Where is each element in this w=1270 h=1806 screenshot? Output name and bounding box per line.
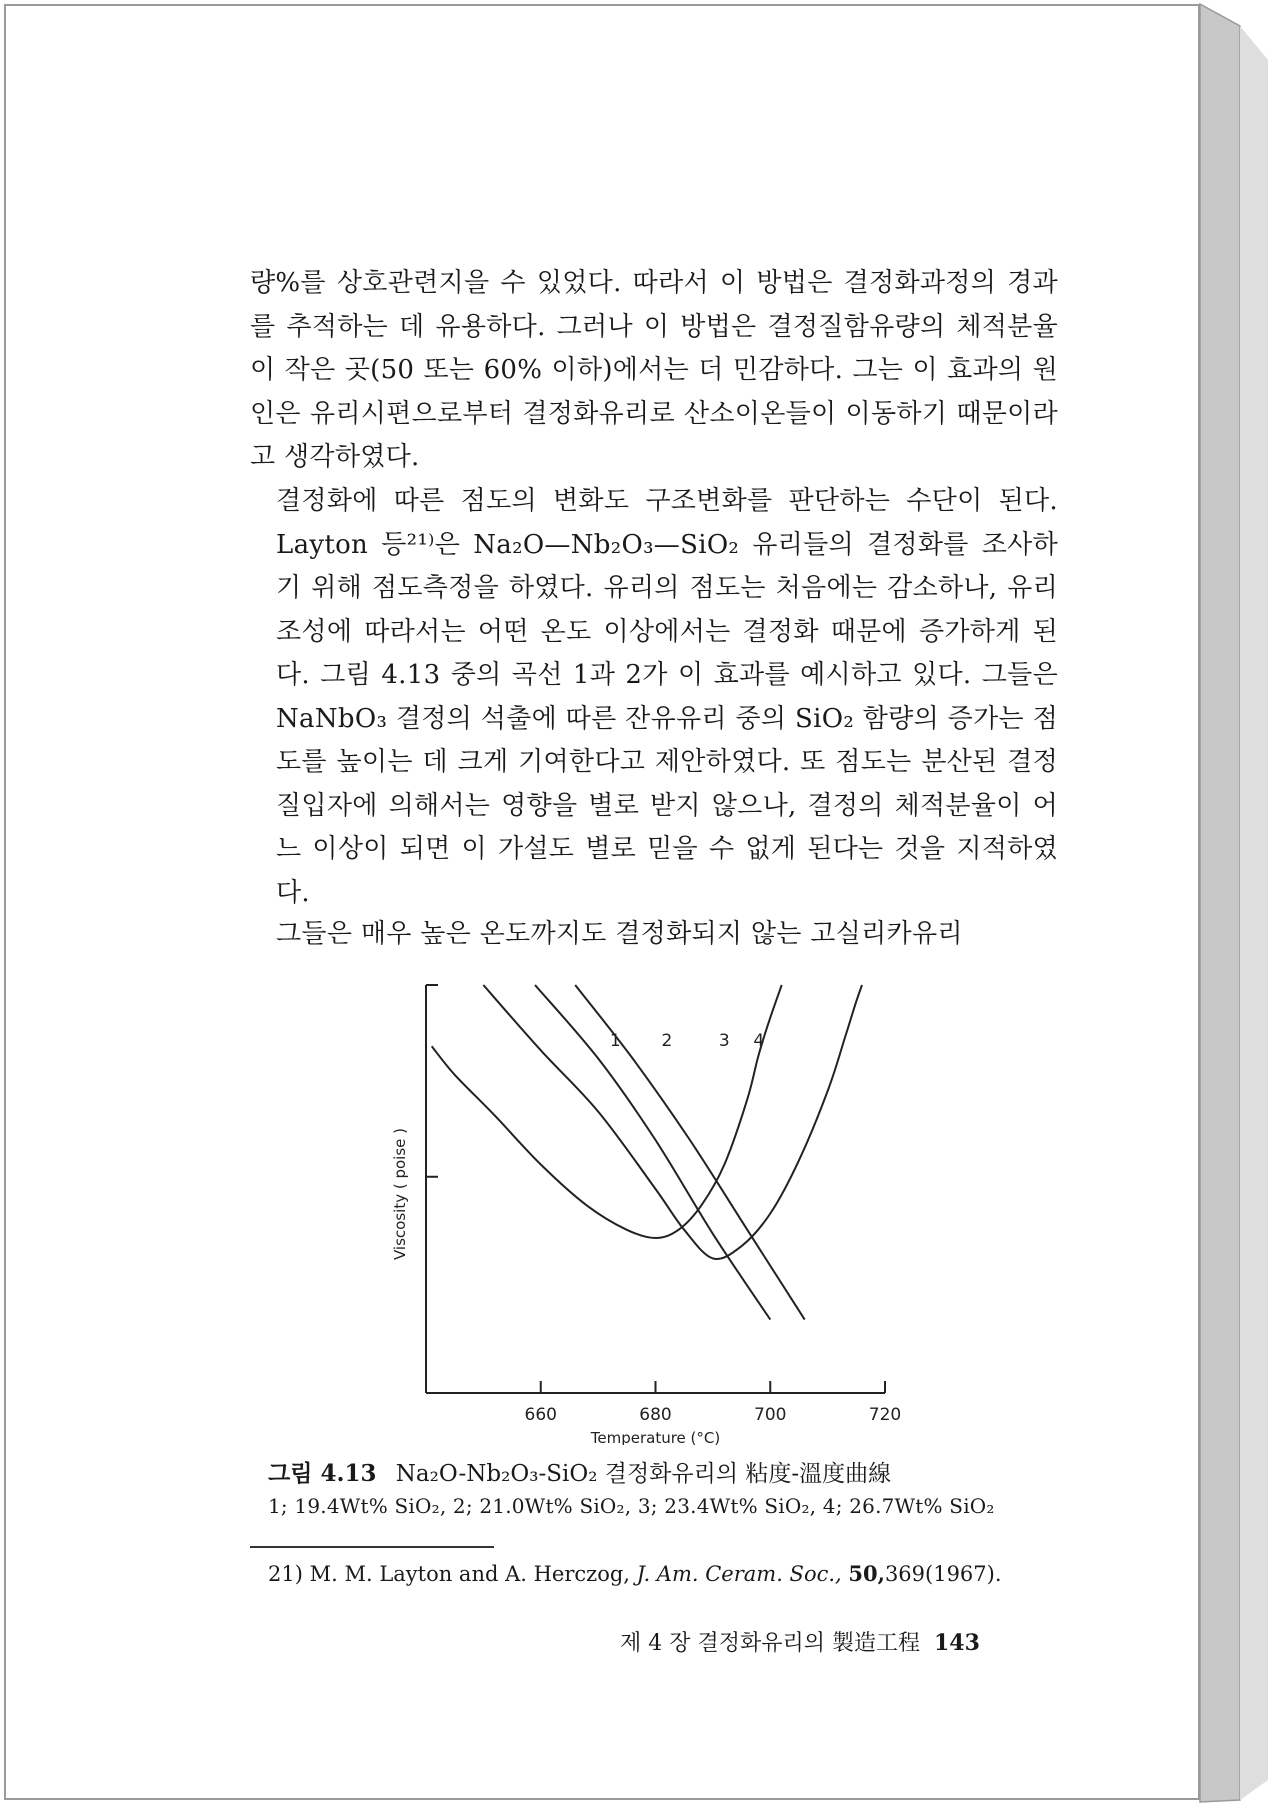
x-tick-label: 680 xyxy=(639,1405,672,1425)
x-axis-label: Temperature (°C) xyxy=(590,1429,721,1445)
footnote-rule xyxy=(250,1546,494,1548)
series-label-4: 4 xyxy=(753,1031,765,1052)
x-tick-label: 660 xyxy=(524,1405,557,1425)
footnote xyxy=(268,1559,1048,1589)
figure-caption-label: 그림 4.13 xyxy=(268,1460,377,1487)
footnote-number: 21) xyxy=(268,1562,303,1586)
viscosity-chart xyxy=(370,975,930,1445)
figure-caption xyxy=(268,1459,1048,1489)
y-axis-label: Viscosity ( poise ) xyxy=(391,1128,409,1260)
footnote-authors: M. M. Layton and A. Herczog, xyxy=(309,1562,630,1586)
series-label-3: 3 xyxy=(718,1031,730,1052)
body-paragraph-2: 결정화에 따른 점도의 변화도 구조변화를 판단하는 수단이 된다. Layton 등²¹⁾은 Na₂O—Nb₂O₃—SiO₂ 유리들의 결정화를 조사하기 위해 점도측정을 하였다. 유리의 점도는 처음에는 감소하나, 유리조성에 따라서는 어떤 온도 이상에서는 결정화 때문에 증가하게 된다. 그림 4.13 중의 곡선 1과 2가 이 효과를 예시하고 있다. 그들은 NaNbO₃ 결정의 석출에 따른 잔유유리 중의 SiO₂ 함량의 증가는 점도를 높이는 데 크게 기여한다고 제안하였다. 또 점도는 분산된 결정질입자에 의해서는 영향을 별로 받지 않으나, 결정의 체적분율이 어느 이상이 되면 이 가설도 별로 믿을 수 없게 된다는 것을 지적하였다. xyxy=(276,486,1058,908)
page-number: 143 xyxy=(934,1630,980,1656)
running-footer xyxy=(620,1628,1020,1659)
footnote-journal: J. Am. Ceram. Soc., xyxy=(636,1562,842,1586)
x-tick-label: 700 xyxy=(754,1405,787,1425)
series-label-2: 2 xyxy=(661,1031,673,1052)
x-tick-label: 720 xyxy=(868,1405,902,1425)
figure-legend-line: 1; 19.4Wt% SiO₂, 2; 21.0Wt% SiO₂, 3; 23.4Wt% SiO₂, 4; 26.7Wt% SiO₂ xyxy=(268,1494,995,1518)
figure-caption-text: Na₂O-Nb₂O₃-SiO₂ 결정화유리의 粘度-溫度曲線 xyxy=(395,1461,892,1487)
body-paragraph-1: 량%를 상호관련지을 수 있었다. 따라서 이 방법은 결정화과정의 경과를 추적하는 데 유용하다. 그러나 이 방법은 결정질함유량의 체적분율이 작은 곳(50 또는 60% 이하)에서는 더 민감하다. 그는 이 효과의 원인은 유리시편으로부터 결정화유리로 산소이온들이 이동하기 때문이라고 생각하였다. xyxy=(250,268,1058,472)
footnote-volume: 50, xyxy=(848,1561,885,1586)
footnote-pages-year: 369(1967). xyxy=(884,1562,1002,1586)
series-line-2 xyxy=(483,985,862,1259)
body-paragraph-3: 그들은 매우 높은 온도까지도 결정화되지 않는 고실리카유리 xyxy=(276,919,963,949)
series-line-3 xyxy=(535,985,770,1320)
series-label-1: 1 xyxy=(609,1031,621,1052)
viscosity-temperature-figure xyxy=(370,975,930,1445)
chapter-title: 제 4 장 결정화유리의 製造工程 xyxy=(620,1631,920,1656)
